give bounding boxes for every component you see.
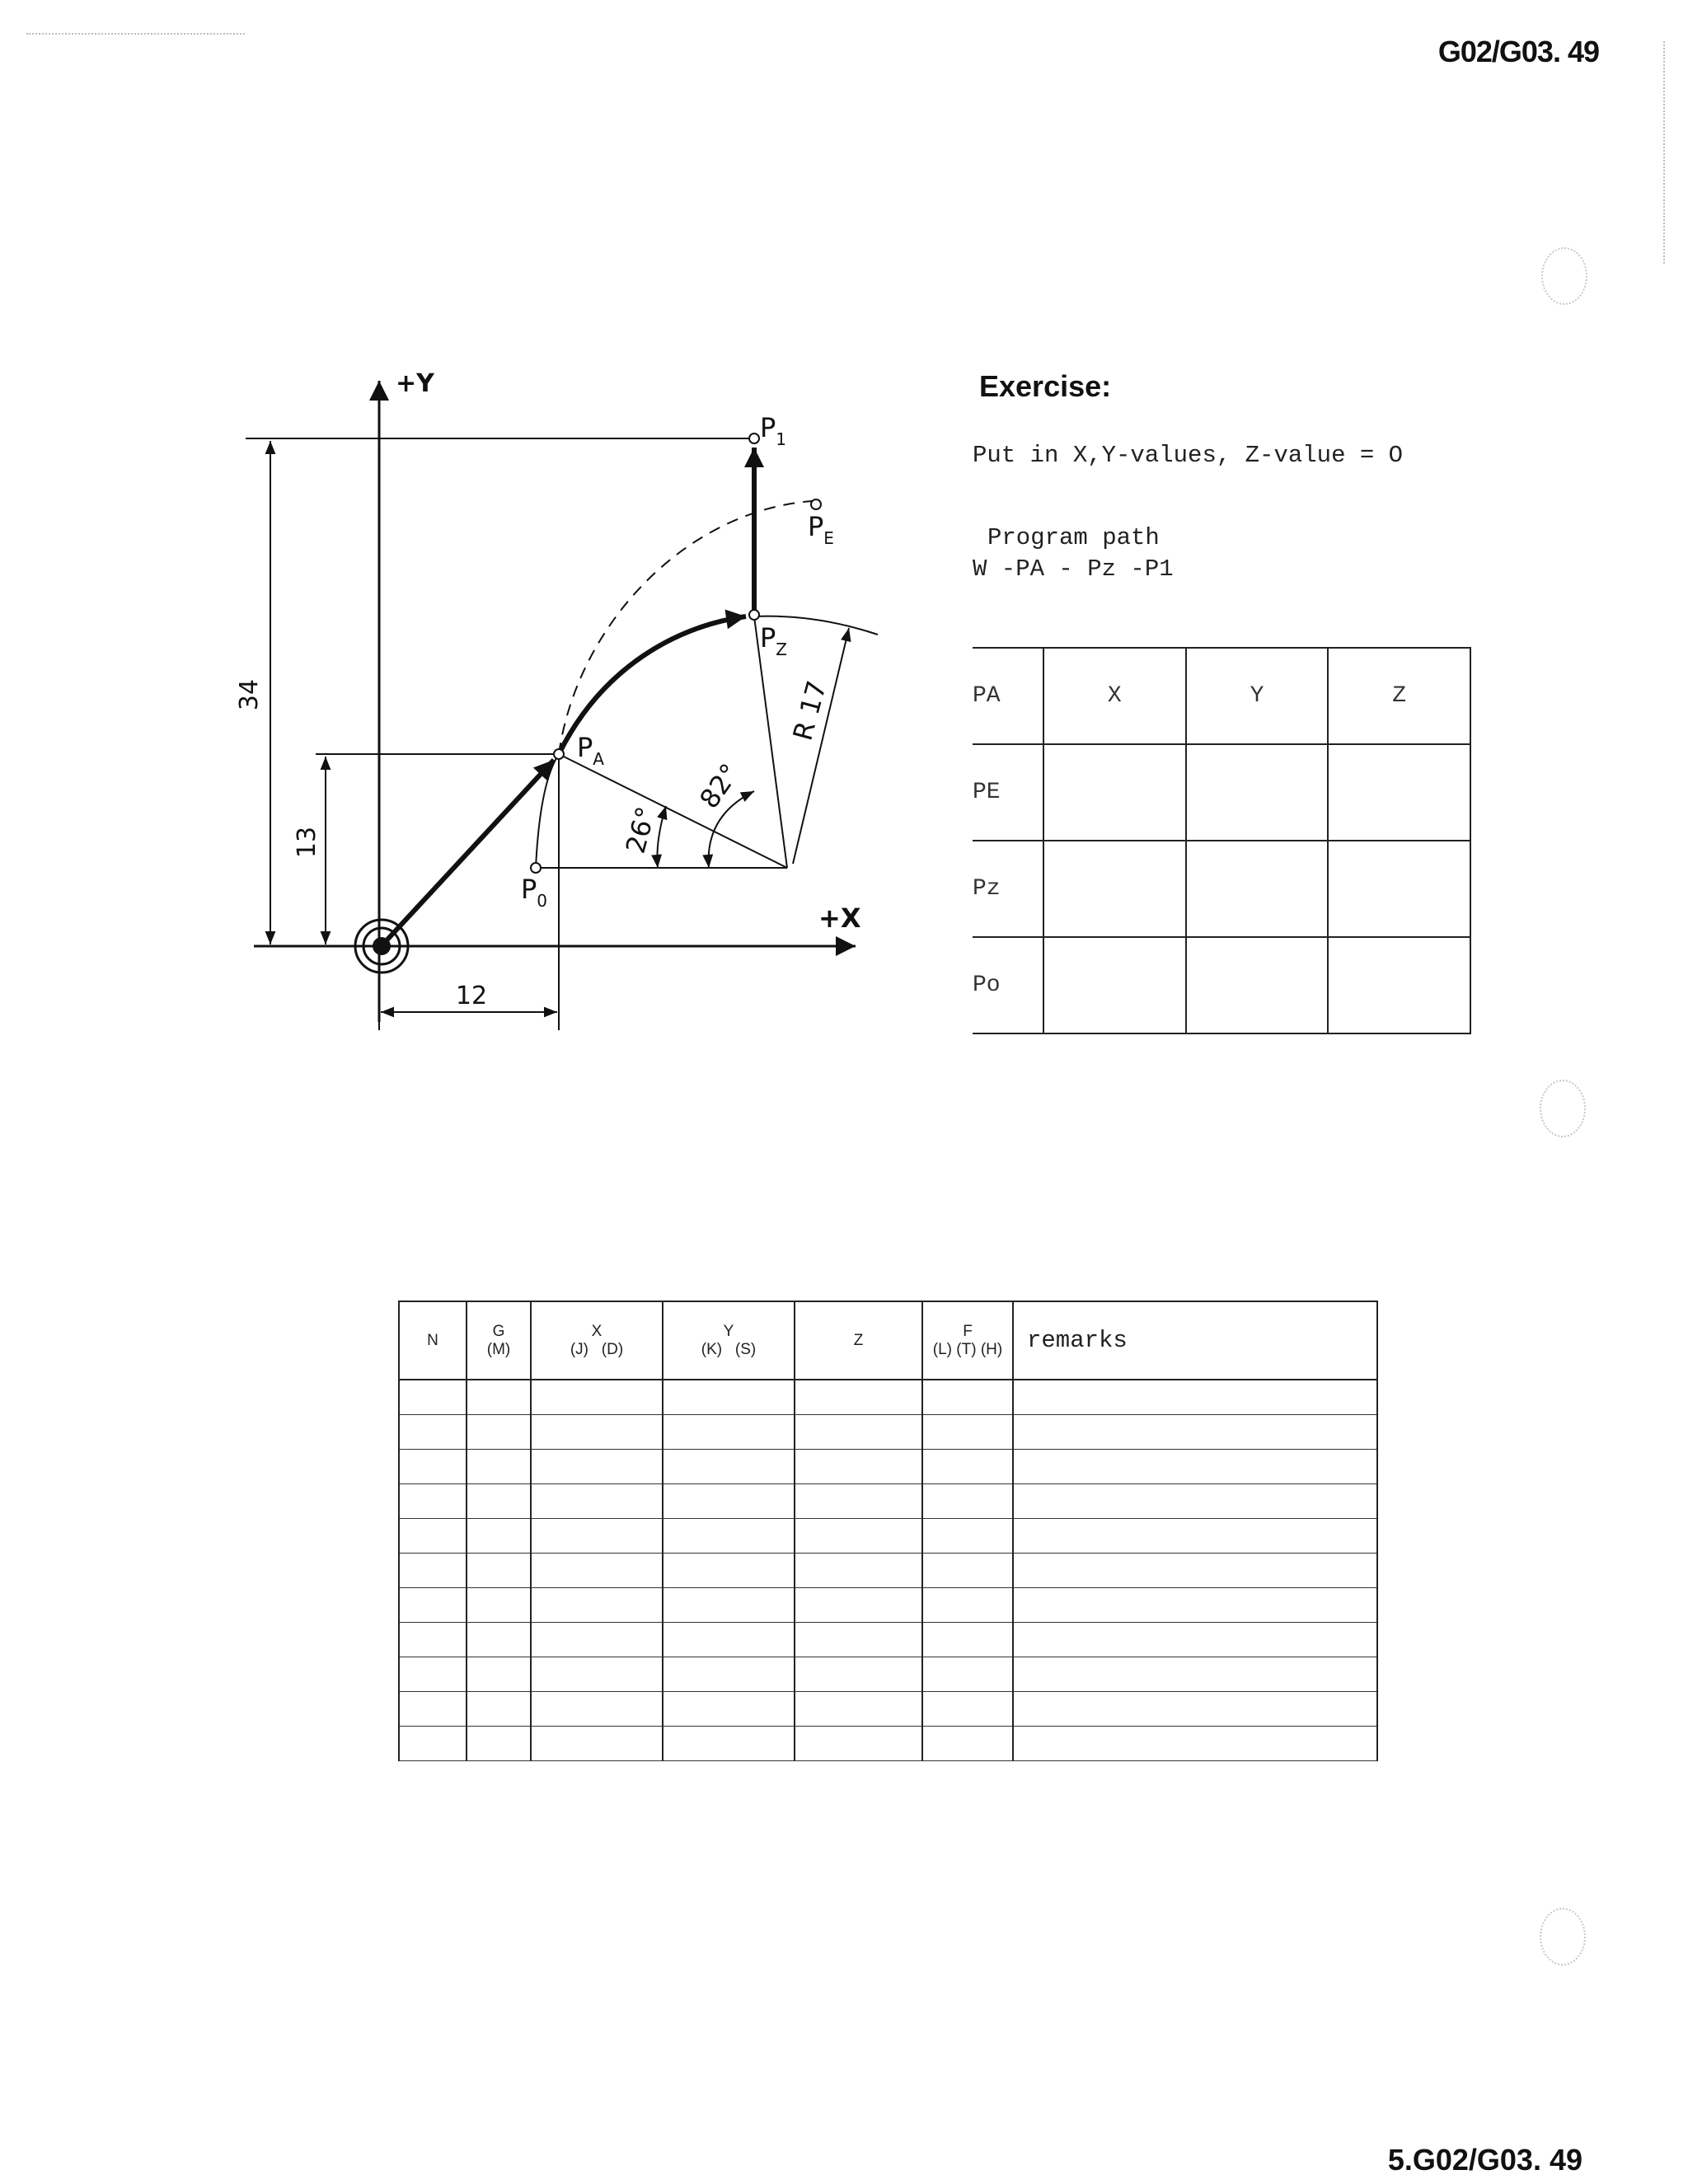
program-cell[interactable]: [922, 1415, 1013, 1450]
punch-hole-top: [1541, 247, 1587, 305]
coord-cell[interactable]: Y: [1186, 648, 1329, 744]
row-label: Pz: [973, 841, 1043, 937]
header-y-top: Y: [723, 1322, 734, 1340]
header-x-bottom: (J) (D): [570, 1340, 624, 1358]
coord-cell[interactable]: [1328, 744, 1470, 841]
program-cell[interactable]: [399, 1692, 467, 1727]
program-cell[interactable]: [531, 1415, 663, 1450]
program-cell[interactable]: [922, 1450, 1013, 1484]
program-cell[interactable]: [795, 1727, 922, 1761]
program-cell[interactable]: [922, 1623, 1013, 1657]
point-pe: [811, 499, 821, 509]
program-cell[interactable]: [663, 1519, 795, 1554]
point-label-pa: $P_A$: [577, 732, 604, 769]
point-pa: [554, 749, 564, 759]
arc-p0-pa: [536, 754, 559, 868]
exercise-instruction: Put in X,Y-values, Z-value = O: [973, 442, 1404, 469]
program-cell[interactable]: [399, 1450, 467, 1484]
table-row: [399, 1657, 1377, 1692]
program-cell[interactable]: [467, 1450, 531, 1484]
radius-label: R 17: [786, 677, 833, 744]
program-header-row: [399, 1301, 1377, 1380]
table-row: [399, 1450, 1377, 1484]
coord-cell[interactable]: [1186, 937, 1329, 1033]
coord-row-pa: [973, 648, 1470, 744]
header-g-bottom: (M): [486, 1340, 511, 1358]
dim-line-r17: [793, 628, 849, 864]
program-cell[interactable]: [795, 1657, 922, 1692]
program-cell[interactable]: [922, 1657, 1013, 1692]
program-cell[interactable]: [399, 1380, 467, 1415]
header-g: [467, 1301, 531, 1380]
program-cell[interactable]: [467, 1623, 531, 1657]
page-code: G02/G03. 49: [1437, 35, 1599, 68]
program-cell[interactable]: [795, 1588, 922, 1623]
header-y-bottom: (K) (S): [701, 1340, 757, 1358]
program-cell[interactable]: [399, 1519, 467, 1554]
program-cell[interactable]: [795, 1623, 922, 1657]
program-path: W -PA - Pz -P1: [973, 555, 1174, 583]
program-cell[interactable]: [1013, 1554, 1377, 1588]
header-x: [531, 1301, 663, 1380]
program-cell[interactable]: [531, 1588, 663, 1623]
coord-cell[interactable]: [1328, 841, 1470, 937]
program-cell[interactable]: [399, 1727, 467, 1761]
coord-row-pz: [973, 841, 1470, 937]
program-cell[interactable]: [1013, 1727, 1377, 1761]
table-row: [399, 1692, 1377, 1727]
program-cell[interactable]: [467, 1727, 531, 1761]
table-row: [399, 1623, 1377, 1657]
header-x-top: X: [591, 1322, 603, 1340]
program-cell[interactable]: [1013, 1484, 1377, 1519]
header-z: Z: [795, 1301, 922, 1380]
program-cell[interactable]: [795, 1692, 922, 1727]
coord-cell[interactable]: X: [1043, 648, 1186, 744]
coord-cell[interactable]: [1186, 744, 1329, 841]
program-cell[interactable]: [922, 1588, 1013, 1623]
coord-row-pe: [973, 744, 1470, 841]
punch-hole-middle: [1540, 1080, 1586, 1137]
program-cell[interactable]: [1013, 1692, 1377, 1727]
program-cell[interactable]: [399, 1484, 467, 1519]
table-row: [399, 1415, 1377, 1450]
program-cell[interactable]: [467, 1554, 531, 1588]
program-cell[interactable]: [531, 1692, 663, 1727]
coordinate-table: [973, 647, 1471, 1034]
program-cell[interactable]: [1013, 1415, 1377, 1450]
program-cell[interactable]: [399, 1554, 467, 1588]
program-cell[interactable]: [795, 1484, 922, 1519]
program-cell[interactable]: [399, 1415, 467, 1450]
table-row: [399, 1554, 1377, 1588]
program-cell[interactable]: [467, 1484, 531, 1519]
program-cell[interactable]: [663, 1588, 795, 1623]
program-cell[interactable]: [663, 1657, 795, 1692]
program-cell[interactable]: [1013, 1623, 1377, 1657]
coord-cell[interactable]: [1043, 744, 1186, 841]
angle-label-82: 82°: [693, 757, 746, 814]
program-cell[interactable]: [922, 1519, 1013, 1554]
program-cell[interactable]: [531, 1657, 663, 1692]
program-cell[interactable]: [1013, 1519, 1377, 1554]
program-cell[interactable]: [531, 1727, 663, 1761]
dim-label-34: 34: [235, 678, 264, 711]
program-cell[interactable]: [467, 1519, 531, 1554]
coord-cell[interactable]: [1043, 841, 1186, 937]
point-label-pe: $P_E$: [808, 511, 834, 548]
program-cell[interactable]: [922, 1484, 1013, 1519]
program-cell[interactable]: [467, 1692, 531, 1727]
program-cell[interactable]: [663, 1380, 795, 1415]
program-cell[interactable]: [663, 1450, 795, 1484]
program-cell[interactable]: [663, 1623, 795, 1657]
program-cell[interactable]: [531, 1450, 663, 1484]
coord-row-po: [973, 937, 1470, 1033]
program-cell[interactable]: [1013, 1450, 1377, 1484]
point-label-p1: $P_1$: [760, 412, 787, 449]
header-n: N: [399, 1301, 467, 1380]
program-cell[interactable]: [1013, 1657, 1377, 1692]
coord-cell[interactable]: Z: [1328, 648, 1470, 744]
program-cell[interactable]: [531, 1554, 663, 1588]
program-cell[interactable]: [795, 1519, 922, 1554]
header-f-top: F: [963, 1322, 973, 1340]
program-cell[interactable]: [795, 1380, 922, 1415]
program-cell[interactable]: [467, 1415, 531, 1450]
coord-cell[interactable]: [1043, 937, 1186, 1033]
program-cell[interactable]: [663, 1554, 795, 1588]
table-row: [399, 1380, 1377, 1415]
header-g-top: G: [492, 1322, 505, 1340]
program-path-label: Program path: [987, 524, 1160, 551]
dim-label-13: 13: [293, 826, 321, 859]
coord-cell[interactable]: [1186, 841, 1329, 937]
table-row: [399, 1484, 1377, 1519]
program-cell[interactable]: [795, 1450, 922, 1484]
program-cell[interactable]: [795, 1415, 922, 1450]
program-cell[interactable]: [1013, 1588, 1377, 1623]
program-cell[interactable]: [467, 1380, 531, 1415]
point-pz: [749, 610, 759, 620]
coord-cell[interactable]: [1328, 937, 1470, 1033]
program-cell[interactable]: [663, 1727, 795, 1761]
program-cell[interactable]: [663, 1692, 795, 1727]
row-label: PA: [973, 648, 1043, 744]
right-dotted-line: [1663, 41, 1665, 264]
header-f: [922, 1301, 1013, 1380]
header-remarks: remarks: [1013, 1301, 1377, 1380]
program-cell[interactable]: [922, 1727, 1013, 1761]
row-label: Po: [973, 937, 1043, 1033]
point-label-pz: $P_Z$: [760, 622, 787, 659]
program-cell[interactable]: [922, 1380, 1013, 1415]
point-label-p0: $P_0$: [521, 874, 548, 911]
program-cell[interactable]: [531, 1380, 663, 1415]
program-table-body: [399, 1380, 1377, 1761]
header-y: [663, 1301, 795, 1380]
program-cell[interactable]: [399, 1623, 467, 1657]
program-cell[interactable]: [922, 1692, 1013, 1727]
program-cell[interactable]: [531, 1484, 663, 1519]
axis-x-label: +X: [818, 902, 861, 934]
table-row: [399, 1727, 1377, 1761]
program-cell[interactable]: [399, 1657, 467, 1692]
point-p0: [531, 863, 541, 873]
table-row: [399, 1588, 1377, 1623]
program-sheet-table: [398, 1301, 1378, 1761]
program-cell[interactable]: [399, 1588, 467, 1623]
program-cell[interactable]: [663, 1415, 795, 1450]
punch-hole-bottom: [1540, 1908, 1586, 1966]
footer-page-code: 5.G02/G03. 49: [1387, 2143, 1582, 2177]
program-cell[interactable]: [467, 1588, 531, 1623]
table-row: [399, 1519, 1377, 1554]
program-cell[interactable]: [663, 1484, 795, 1519]
program-cell[interactable]: [922, 1554, 1013, 1588]
program-cell[interactable]: [467, 1657, 531, 1692]
radius-line-pa: [559, 754, 787, 868]
program-cell[interactable]: [795, 1554, 922, 1588]
point-p1: [749, 434, 759, 443]
exercise-title: Exercise:: [979, 369, 1112, 403]
angle-label-26: 26°: [619, 803, 663, 857]
technical-drawing: [0, 0, 948, 1071]
header-f-bottom: (L) (T) (H): [932, 1340, 1003, 1358]
program-cell[interactable]: [531, 1519, 663, 1554]
program-cell[interactable]: [531, 1623, 663, 1657]
program-cell[interactable]: [1013, 1380, 1377, 1415]
axis-y-label: +Y: [396, 369, 434, 398]
dim-label-12: 12: [455, 982, 488, 1010]
row-label: PE: [973, 744, 1043, 841]
path-w-pa: [387, 760, 554, 940]
